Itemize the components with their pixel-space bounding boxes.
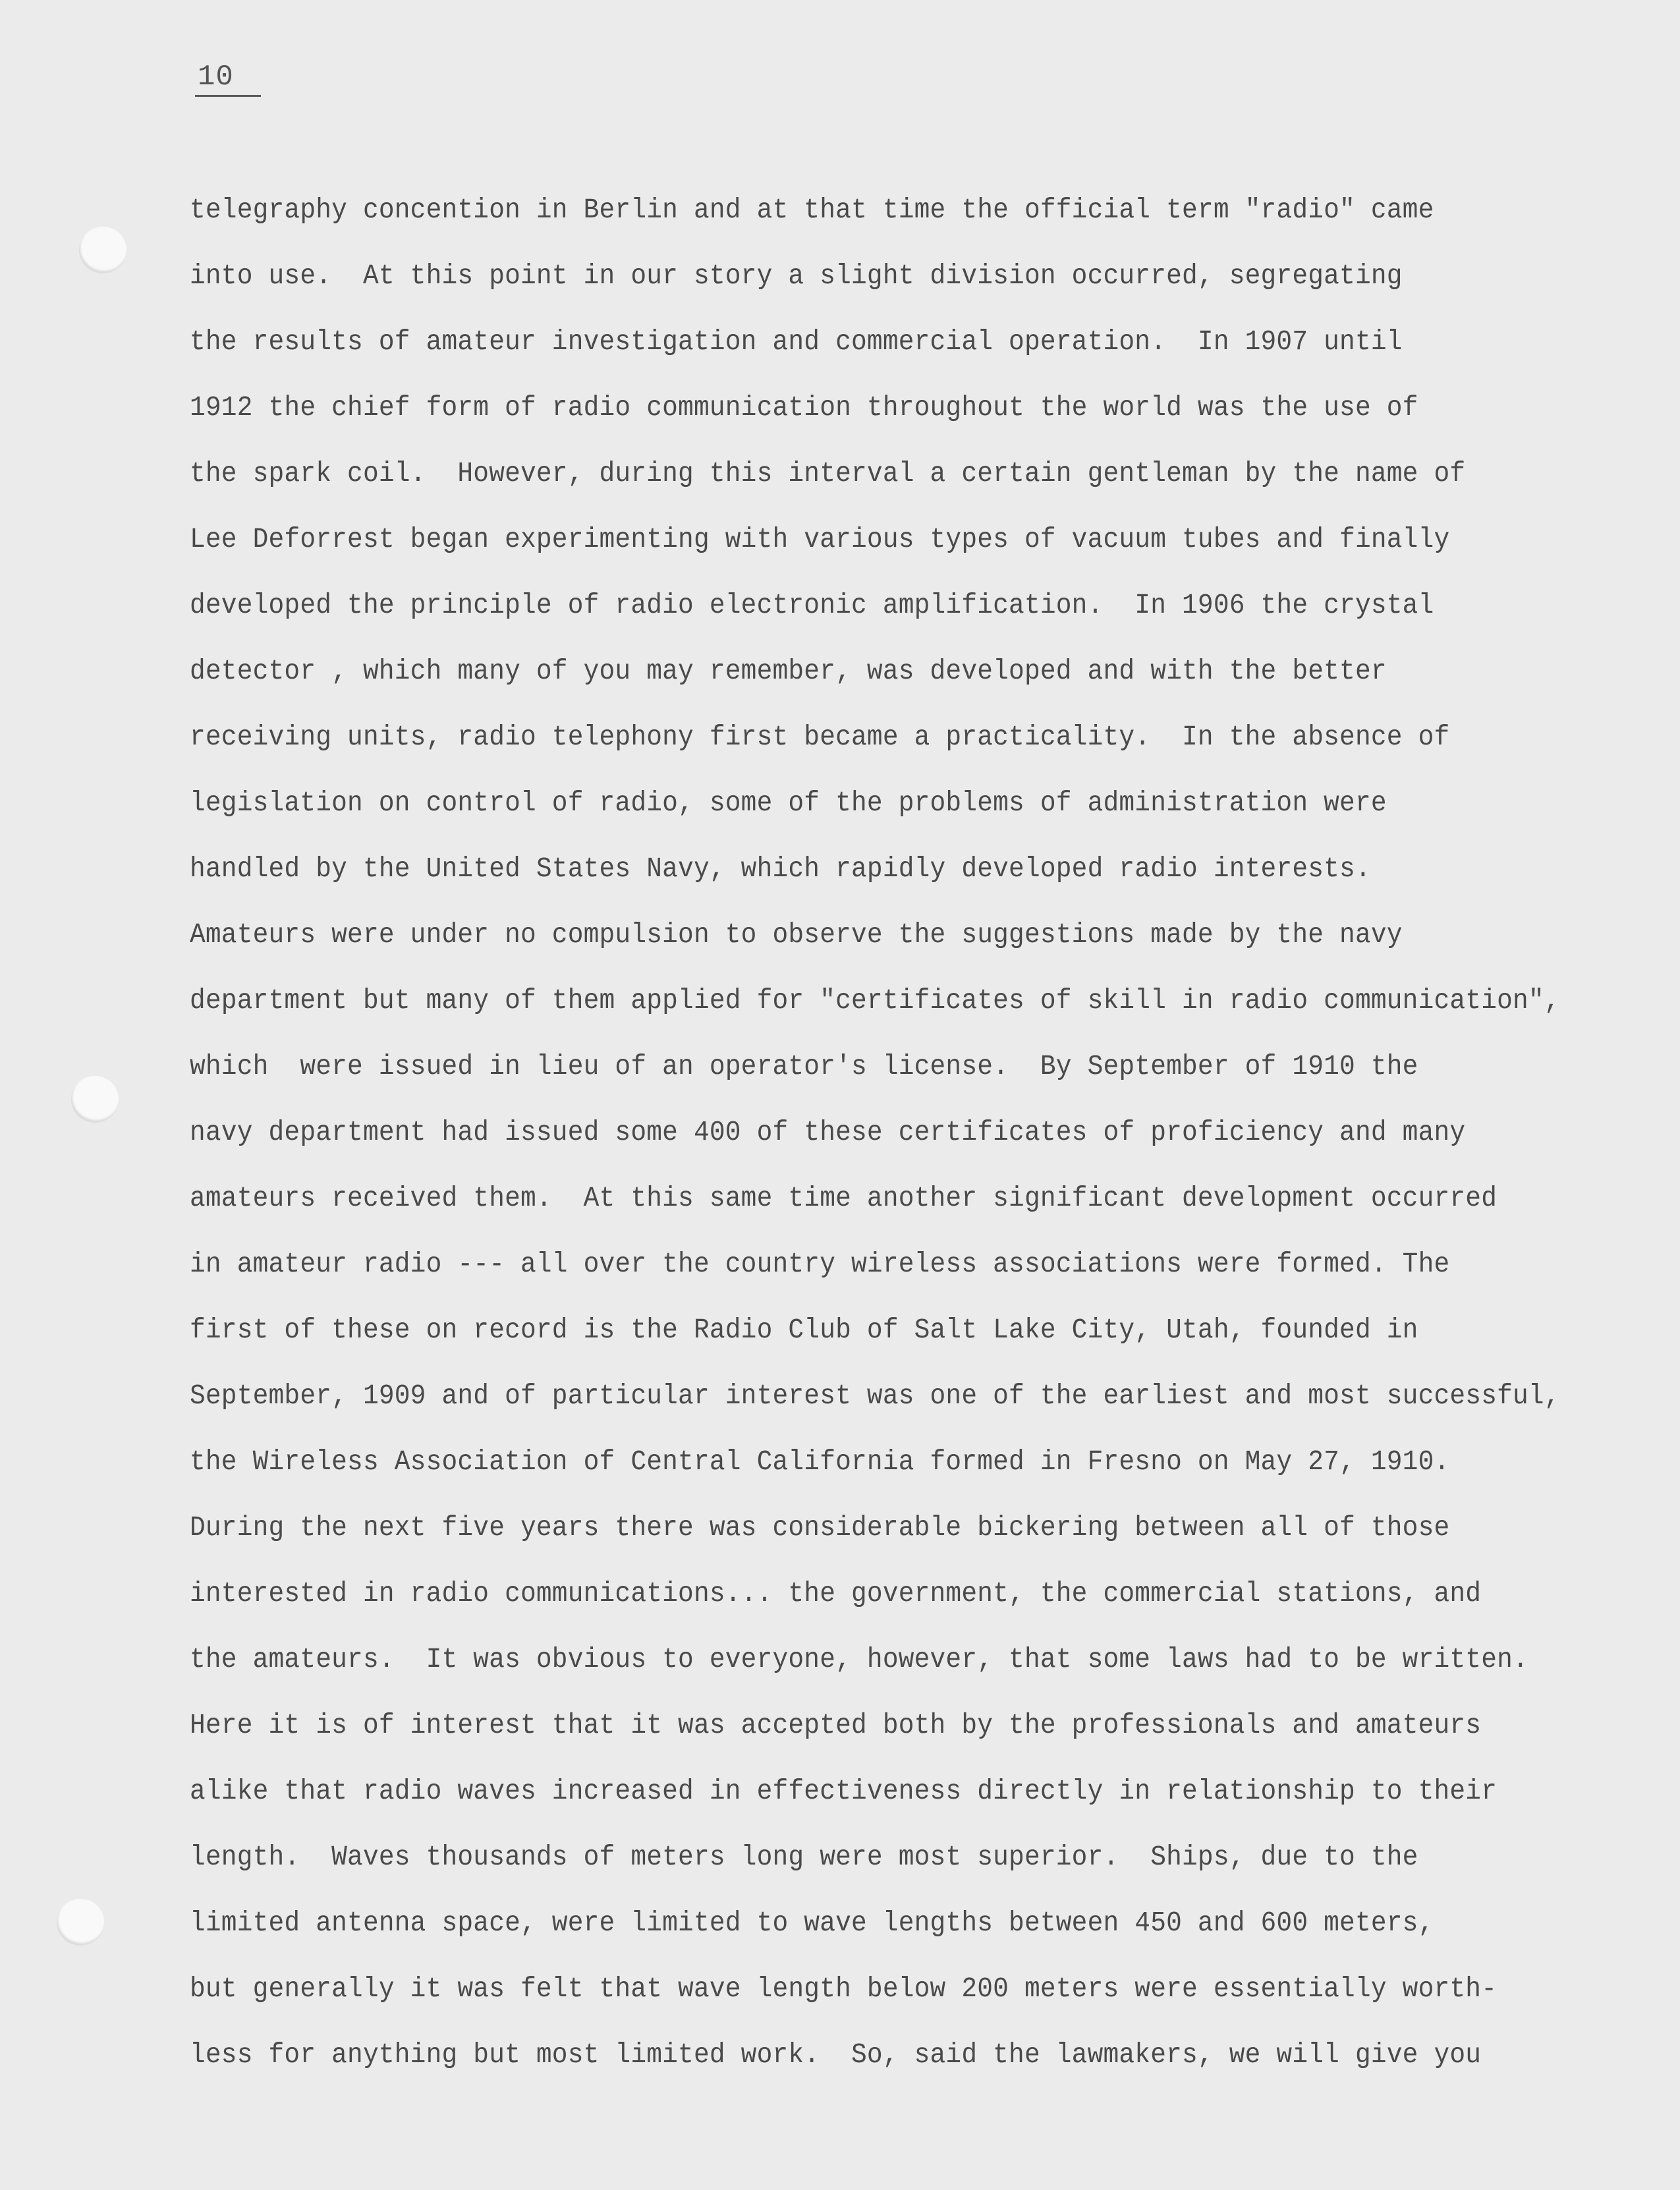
text-line: detector , which many of you may remember, was developed and with the better: [190, 656, 1387, 687]
text-line: length. Waves thousands of meters long were most superior. Ships, due to the: [190, 1841, 1418, 1873]
text-line: handled by the United States Navy, which rapidly developed radio interests.: [190, 853, 1371, 885]
text-line: alike that radio waves increased in effectiveness directly in relationship to their: [190, 1776, 1498, 1807]
text-line: the Wireless Association of Central California formed in Fresno on May 27, 1910.: [190, 1446, 1450, 1478]
text-line: in amateur radio --- all over the country wireless associations were formed. The: [190, 1249, 1450, 1280]
text-line: During the next five years there was considerable bickering between all of those: [190, 1512, 1450, 1544]
text-line: amateurs received them. At this same time another significant development occurred: [190, 1183, 1498, 1214]
text-line: September, 1909 and of particular interest was one of the earliest and most successful,: [190, 1380, 1560, 1412]
text-line: department but many of them applied for "certificates of skill in radio communication",: [190, 985, 1560, 1017]
text-line: which were issued in lieu of an operator's license. By September of 1910 the: [190, 1051, 1418, 1082]
text-line: Lee Deforrest began experimenting with various types of vacuum tubes and finally: [190, 524, 1450, 555]
punch-hole: [71, 1076, 119, 1122]
text-line: but generally it was felt that wave length below 200 meters were essentially worth-: [190, 1973, 1498, 2005]
punch-hole: [57, 1899, 104, 1945]
text-line: receiving units, radio telephony first became a practicality. In the absence of: [190, 721, 1450, 753]
body-text: [190, 187, 1659, 2098]
text-line: Here it is of interest that it was accepted both by the professionals and amateurs: [190, 1710, 1482, 1741]
text-line: first of these on record is the Radio Club of Salt Lake City, Utah, founded in: [190, 1314, 1418, 1346]
text-line: limited antenna space, were limited to wave lengths between 450 and 600 meters,: [190, 1907, 1434, 1939]
text-line: legislation on control of radio, some of the problems of administration were: [190, 787, 1387, 819]
page-number-underline: [195, 95, 261, 97]
page-number: 10: [198, 61, 234, 94]
text-line: 1912 the chief form of radio communication throughout the world was the use of: [190, 392, 1418, 424]
text-line: telegraphy concention in Berlin and at that time the official term "radio" came: [190, 194, 1434, 226]
text-line: navy department had issued some 400 of these certificates of proficiency and many: [190, 1117, 1466, 1148]
text-line: into use. At this point in our story a slight division occurred, segregating: [190, 260, 1403, 292]
text-line: Amateurs were under no compulsion to observe the suggestions made by the navy: [190, 919, 1403, 951]
text-line: the amateurs. It was obvious to everyone, however, that some laws had to be written.: [190, 1644, 1528, 1675]
text-line: the spark coil. However, during this interval a certain gentleman by the name of: [190, 458, 1466, 490]
text-line: the results of amateur investigation and commercial operation. In 1907 until: [190, 326, 1403, 358]
text-line: interested in radio communications... the government, the commercial stations, and: [190, 1578, 1482, 1610]
text-line: developed the principle of radio electronic amplification. In 1906 the crystal: [190, 590, 1434, 621]
punch-hole: [79, 227, 126, 273]
text-line: less for anything but most limited work. So, said the lawmakers, we will give you: [190, 2039, 1482, 2071]
